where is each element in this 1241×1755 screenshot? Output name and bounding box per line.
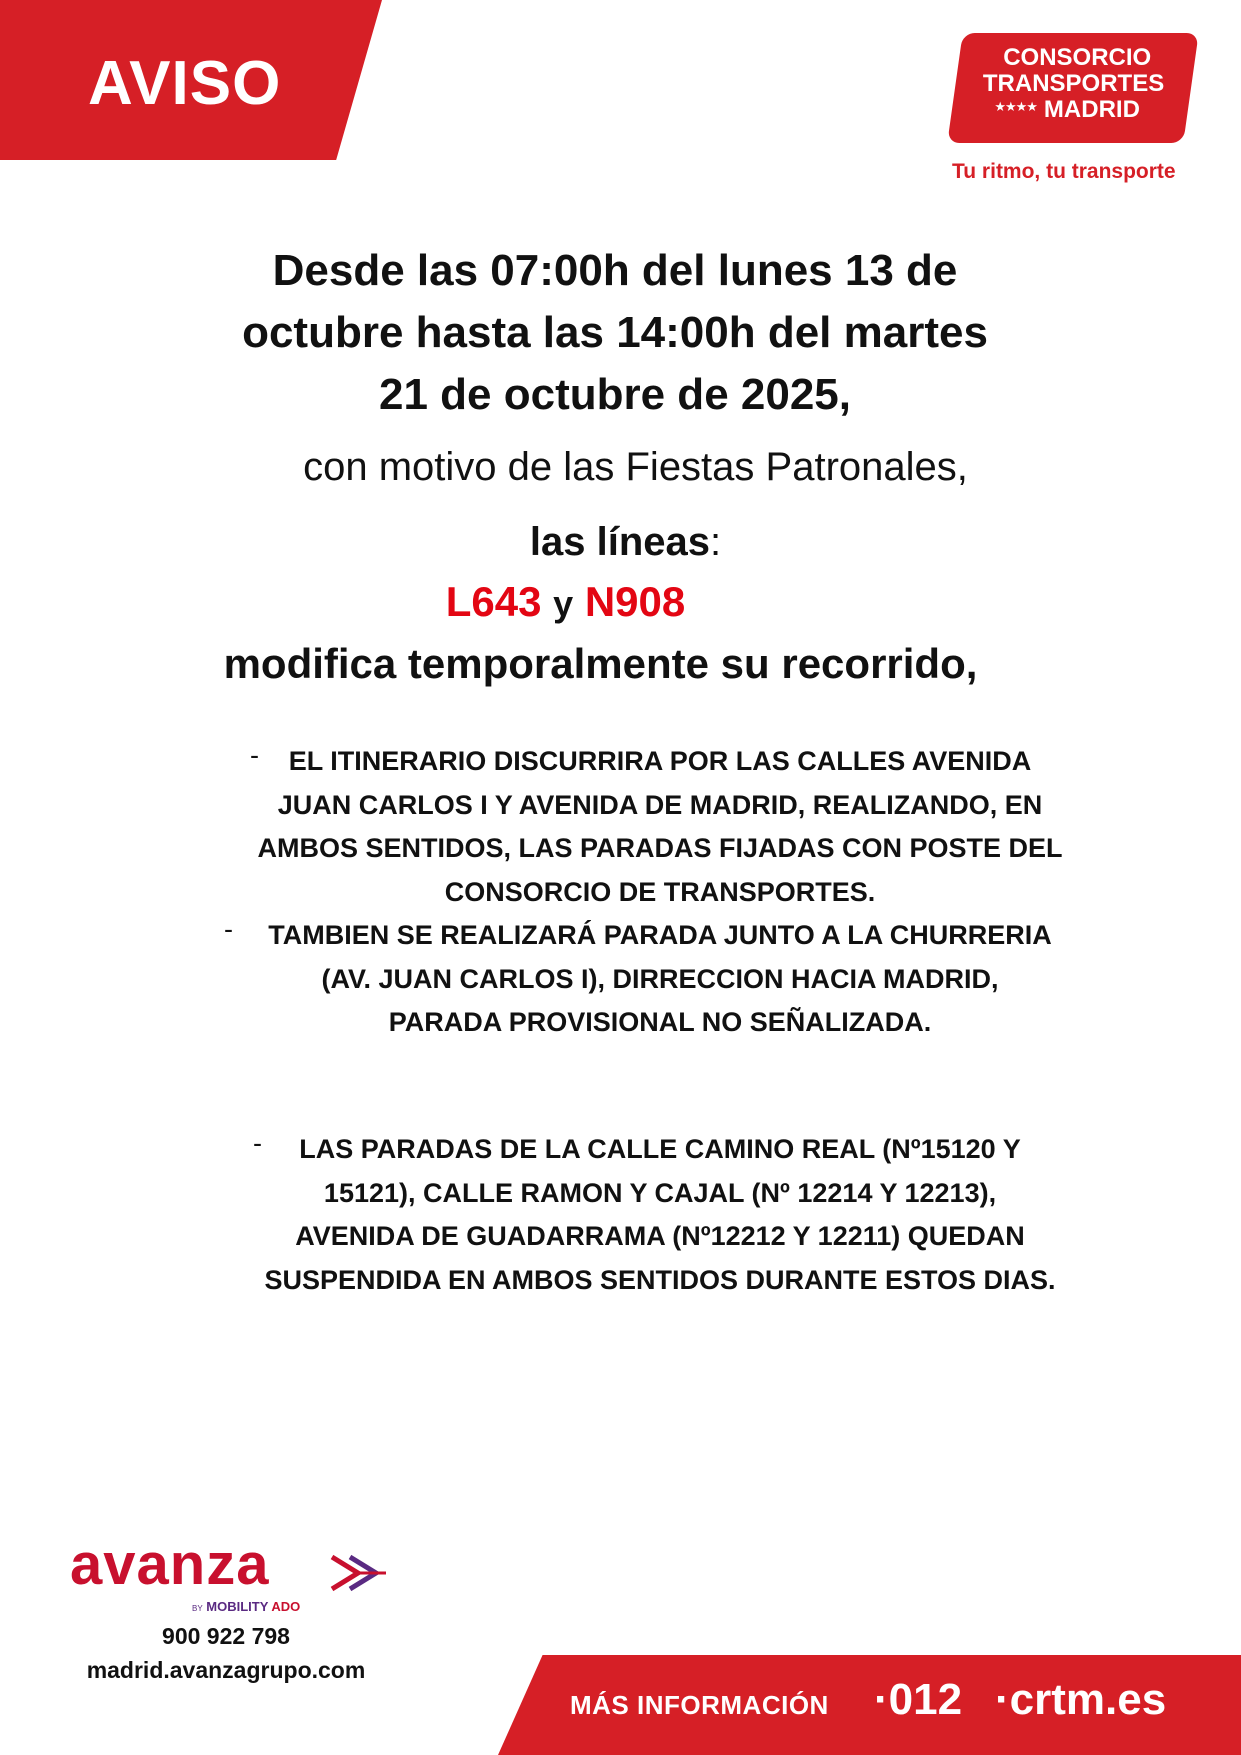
line-codes	[0, 578, 1186, 626]
avanza-by: BY	[192, 1604, 203, 1613]
lineas-heading	[5, 520, 1241, 565]
bullet-line: EL ITINERARIO DISCURRIRA POR LAS CALLES AVENIDA	[288, 746, 1032, 776]
bullet-paradas-suspendidas	[250, 1128, 1070, 1302]
aviso-title: AVISO	[88, 49, 282, 118]
stars-icon: ★★★★	[994, 99, 1037, 114]
avanza-chevron-icon	[328, 1553, 390, 1593]
bullet-line: SUSPENDIDA EN AMBOS SENTIDOS DURANTE ESTOS DIAS.	[264, 1264, 1056, 1295]
bullet-line: CONSORCIO DE TRANSPORTES.	[444, 876, 876, 907]
line-code-n908: N908	[584, 578, 686, 625]
contact-website[interactable]: madrid.avanzagrupo.com	[86, 1657, 366, 1683]
lineas-colon: :	[710, 520, 722, 564]
info-phone-012[interactable]: ·012	[874, 1675, 963, 1724]
logo-line-1: CONSORCIO	[1003, 44, 1152, 71]
crtm-website-link[interactable]: ·crtm.es	[995, 1675, 1167, 1724]
bullet-line: (AV. JUAN CARLOS I), DIRRECCION HACIA MADRID,	[321, 963, 999, 994]
consorcio-transportes-logo	[947, 33, 1198, 143]
bullet-itinerario	[250, 740, 1070, 914]
mas-informacion-label: MÁS INFORMACIÓN	[570, 1690, 829, 1720]
contact-phone[interactable]: 900 922 798	[162, 1623, 290, 1649]
bullet-dash: -	[250, 740, 259, 770]
bullet-dash: -	[224, 914, 233, 944]
line-code-l643: L643	[445, 578, 542, 625]
avanza-logo	[70, 1532, 390, 1615]
avanza-ado: ADO	[271, 1599, 301, 1614]
notice-modifica: modifica temporalmente su recorrido,	[223, 640, 978, 687]
avanza-subtitle	[192, 1599, 300, 1614]
logo-tagline: Tu ritmo, tu transporte	[952, 160, 1176, 183]
notice-motivo: con motivo de las Fiestas Patronales,	[303, 445, 968, 489]
notice-headline	[60, 240, 1170, 426]
bullet-line: AVENIDA DE GUADARRAMA (Nº12212 Y 12211) QUEDAN	[295, 1221, 1025, 1251]
headline-line-3: 21 de octubre de 2025,	[379, 370, 851, 419]
headline-line-2: octubre hasta las 14:00h del martes	[242, 308, 988, 357]
avanza-mobility: MOBILITY	[206, 1599, 269, 1614]
bullet-line: TAMBIEN SE REALIZARÁ PARADA JUNTO A LA CHURRERIA	[268, 920, 1052, 950]
lineas-label: las líneas	[529, 520, 710, 564]
bullet-line: PARADA PROVISIONAL NO SEÑALIZADA.	[388, 1007, 932, 1037]
headline-line-1: Desde las 07:00h del lunes 13 de	[272, 246, 958, 295]
line-connector: y	[553, 583, 574, 624]
bullet-dash: -	[253, 1128, 262, 1158]
avanza-wordmark: avanza	[70, 1532, 270, 1597]
bullet-line: 15121), CALLE RAMON Y CAJAL (Nº 12214 Y 12213),	[323, 1177, 997, 1208]
bullet-line: AMBOS SENTIDOS, LAS PARADAS FIJADAS CON POSTE DEL	[257, 833, 1063, 863]
bullet-churreria	[250, 914, 1070, 1045]
logo-line-2: TRANSPORTES	[982, 70, 1165, 97]
logo-line-3: MADRID	[1043, 96, 1140, 123]
bullet-line: JUAN CARLOS I Y AVENIDA DE MADRID, REALIZANDO, EN	[277, 789, 1043, 820]
bullet-line: LAS PARADAS DE LA CALLE CAMINO REAL (Nº15120 Y	[299, 1134, 1021, 1164]
